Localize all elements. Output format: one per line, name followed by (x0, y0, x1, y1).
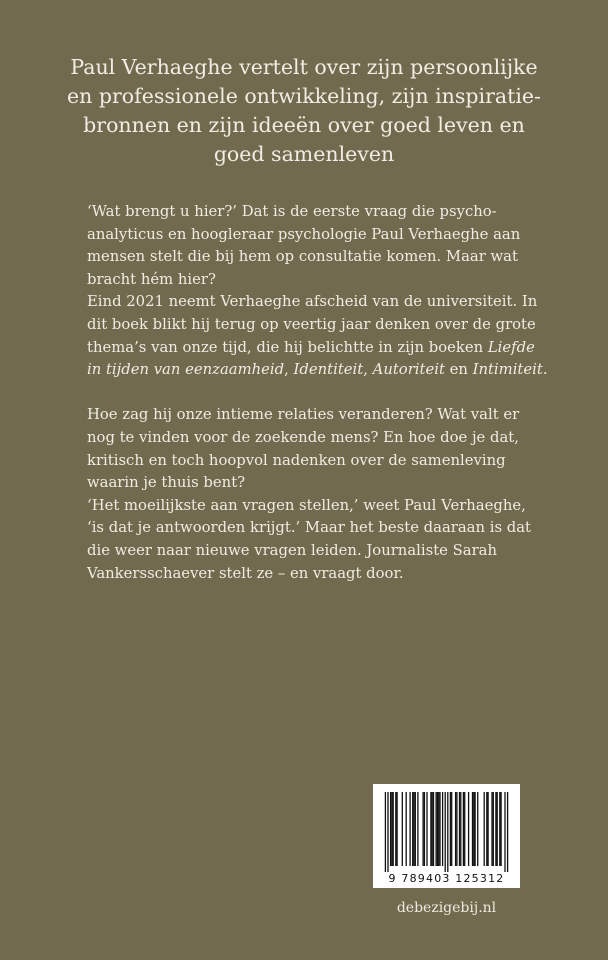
blurb-line: die weer naar nieuwe vragen leiden. Journaliste Sarah (87, 541, 497, 559)
blurb-line: mensen stelt die bij hem op consultatie komen. Maar wat (87, 248, 518, 266)
blurb-line: ‘is dat je antwoorden krijgt.’ Maar het beste daaraan is dat (87, 519, 532, 537)
tagline-line: en professionele ontwikkeling, zijn inspiratie- (67, 84, 541, 108)
barcode-bar (487, 792, 488, 866)
barcode-bar (493, 792, 494, 866)
barcode-bar (460, 792, 461, 866)
barcode-bar (447, 792, 448, 872)
barcode-bar (463, 792, 464, 866)
separator: en (444, 361, 473, 379)
barcode-bar (433, 792, 434, 866)
barcode-bar (464, 792, 465, 866)
separator: , (284, 361, 294, 379)
barcode-bar (413, 792, 414, 866)
barcode-bar (412, 792, 413, 866)
barcode-bar (484, 792, 485, 866)
barcode-bar (430, 792, 431, 866)
barcode-bar (409, 792, 410, 866)
barcode-bar (396, 792, 397, 866)
book-title-autoriteit: Autoriteit (372, 361, 445, 379)
barcode-bar (491, 792, 492, 866)
barcode-bar (445, 792, 446, 872)
blurb-line: Hoe zag hij onze intieme relaties veranderen? Wat valt er (87, 406, 520, 424)
barcode-bar (417, 792, 418, 866)
barcode-bar (459, 792, 460, 866)
blurb-line: nog te vinden voor de zoekende mens? En hoe doe je dat, (87, 428, 519, 446)
book-title-intimiteit: Intimiteit (472, 361, 543, 379)
barcode-bar (474, 792, 475, 866)
barcode-bar (456, 792, 457, 866)
blurb-line-text: thema’s van onze tijd, die hij belichtte in zijn boeken (87, 338, 484, 356)
barcode-bar (406, 792, 407, 866)
barcode-bar (393, 792, 394, 866)
barcode-bar (473, 792, 474, 866)
barcode-bar (450, 792, 451, 866)
barcode-bar (390, 792, 391, 866)
blurb-books-line (87, 359, 548, 382)
barcode-bar (438, 792, 439, 866)
barcode-bar (504, 792, 505, 872)
blurb-line: waarin je thuis bent? (87, 474, 246, 492)
barcode-bar (468, 792, 469, 866)
separator: , (363, 361, 373, 379)
barcode-bar (437, 792, 438, 866)
blurb-line: dit boek blikt hij terug op veertig jaar denken over de grote (87, 315, 536, 333)
barcode-bar (507, 792, 508, 872)
barcode-bar (442, 792, 443, 866)
barcode-bar (451, 792, 452, 866)
barcode-bar (424, 792, 425, 866)
barcode-bar (500, 792, 501, 866)
barcode-bar (402, 792, 403, 866)
barcode-bar (391, 792, 392, 866)
barcode-bar (422, 792, 423, 866)
paragraph-gap (87, 382, 527, 405)
tagline-line: bronnen en zijn ideeën over goed leven en (83, 113, 525, 137)
barcode-bar (472, 792, 473, 866)
isbn-barcode (373, 784, 520, 888)
barcode-bar (477, 792, 478, 866)
blurb-line: kritisch en toch hoopvol nadenken over de samenleving (87, 451, 506, 469)
barcode-bar (486, 792, 487, 866)
barcode-bar (385, 792, 386, 872)
back-cover-blurb (87, 201, 548, 585)
barcode-bar (455, 792, 456, 866)
book-title-liefde: Liefde (487, 338, 535, 356)
tagline-line: goed samenleven (213, 142, 395, 166)
barcode-bar (395, 792, 396, 866)
blurb-line: Eind 2021 neemt Verhaeghe afscheid van de universiteit. In (87, 293, 538, 311)
separator: . (542, 361, 548, 379)
book-title-liefde-cont: in tijden van eenzaamheid (87, 361, 285, 379)
tagline-line: Paul Verhaeghe vertelt over zijn persoonlijke (70, 55, 538, 79)
blurb-line: bracht hém hier? (87, 270, 216, 288)
blurb-line: Vankersschaever stelt ze – en vraagt door. (87, 564, 404, 582)
barcode-bar (415, 792, 416, 866)
barcode-bar (497, 792, 498, 866)
barcode-bar (426, 792, 427, 866)
barcode-bar (439, 792, 440, 866)
barcode-bar (499, 792, 500, 866)
blurb-line: ‘Wat brengt u hier?’ Dat is de eerste vraag die psycho- (87, 203, 497, 220)
barcode-bar (495, 792, 496, 866)
blurb-line (87, 337, 535, 360)
barcode-bar (387, 792, 388, 872)
blurb-line: analyticus en hoogleraar psychologie Paul Verhaeghe aan (87, 225, 521, 243)
isbn-number: 9 789403 125312 (388, 872, 505, 885)
back-cover-tagline (52, 53, 556, 169)
blurb-line: ‘Het moeilijkste aan vragen stellen,’ weet Paul Verhaeghe, (87, 496, 526, 514)
publisher-url: debezigebij.nl (396, 900, 497, 916)
book-title-identiteit: Identiteit (293, 361, 364, 379)
barcode-bar (435, 792, 436, 866)
barcode-bar (432, 792, 433, 866)
